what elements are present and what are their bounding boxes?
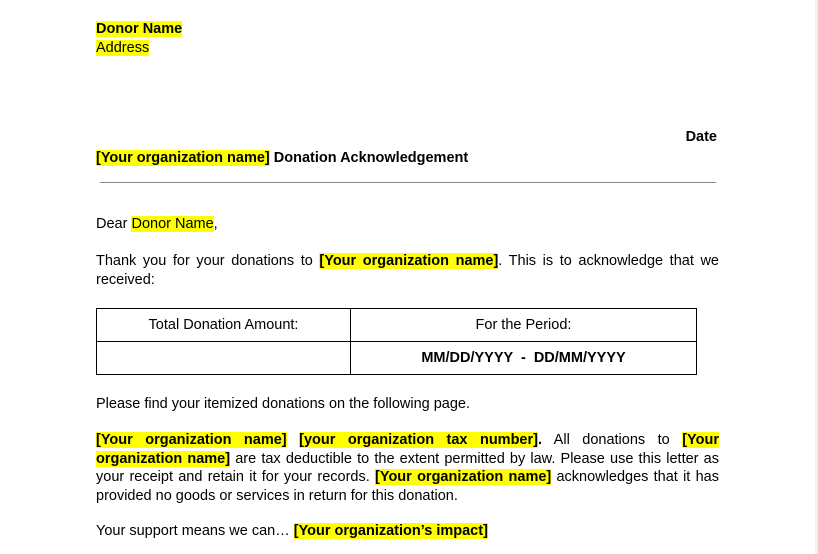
salutation-suffix: , [213, 216, 218, 232]
heading-divider [100, 182, 716, 183]
tax-org-name: [Your organization name] [96, 432, 287, 448]
salutation [96, 215, 218, 234]
intro-paragraph [96, 252, 719, 289]
salutation-donor-name: Donor Name [131, 216, 214, 232]
date-label: Date [685, 129, 717, 145]
intro-line2: received: [96, 271, 155, 288]
donor-name: Donor Name [96, 21, 183, 37]
donor-block [96, 20, 182, 57]
tax-org-name-3: [Your organization name] [375, 469, 552, 485]
heading-org-name: [Your organization name] [96, 150, 270, 166]
table-amount-value [97, 342, 351, 375]
donation-table [96, 308, 697, 375]
intro-text: Thank you for your donations to [96, 253, 313, 269]
support-line [96, 522, 488, 541]
tax-org-name-2: [Your [682, 432, 719, 448]
itemized-note: Please find your itemized donations on the following page. [96, 396, 471, 412]
intro-org-name: [Your organization name] [319, 253, 499, 269]
heading-title: Donation Acknowledgement [269, 150, 469, 166]
intro-text-after: . This is to acknowledge that we [498, 253, 719, 269]
table-header-amount: Total Donation Amount: [97, 309, 351, 342]
support-text: Your support means we can… [96, 523, 294, 539]
tax-paragraph: [Your organization name] [your organization tax number]. All donations to [Your organization name] are tax deductible to the extent permitted by law. Please use this letter as your receipt and retain it for your records. [Your organization name] acknowledges that it has provided no goods or services in return for this donation. [96, 432, 719, 504]
org-impact: [Your organization’s impact] [293, 523, 488, 539]
donor-address: Address [96, 39, 150, 56]
table-period-value: MM/DD/YYYY - DD/MM/YYYY [351, 342, 697, 375]
table-header-period: For the Period: [351, 309, 697, 342]
tax-number: [your organization tax number] [299, 432, 538, 448]
salutation-prefix: Dear [96, 216, 132, 232]
letter-heading [96, 149, 468, 168]
